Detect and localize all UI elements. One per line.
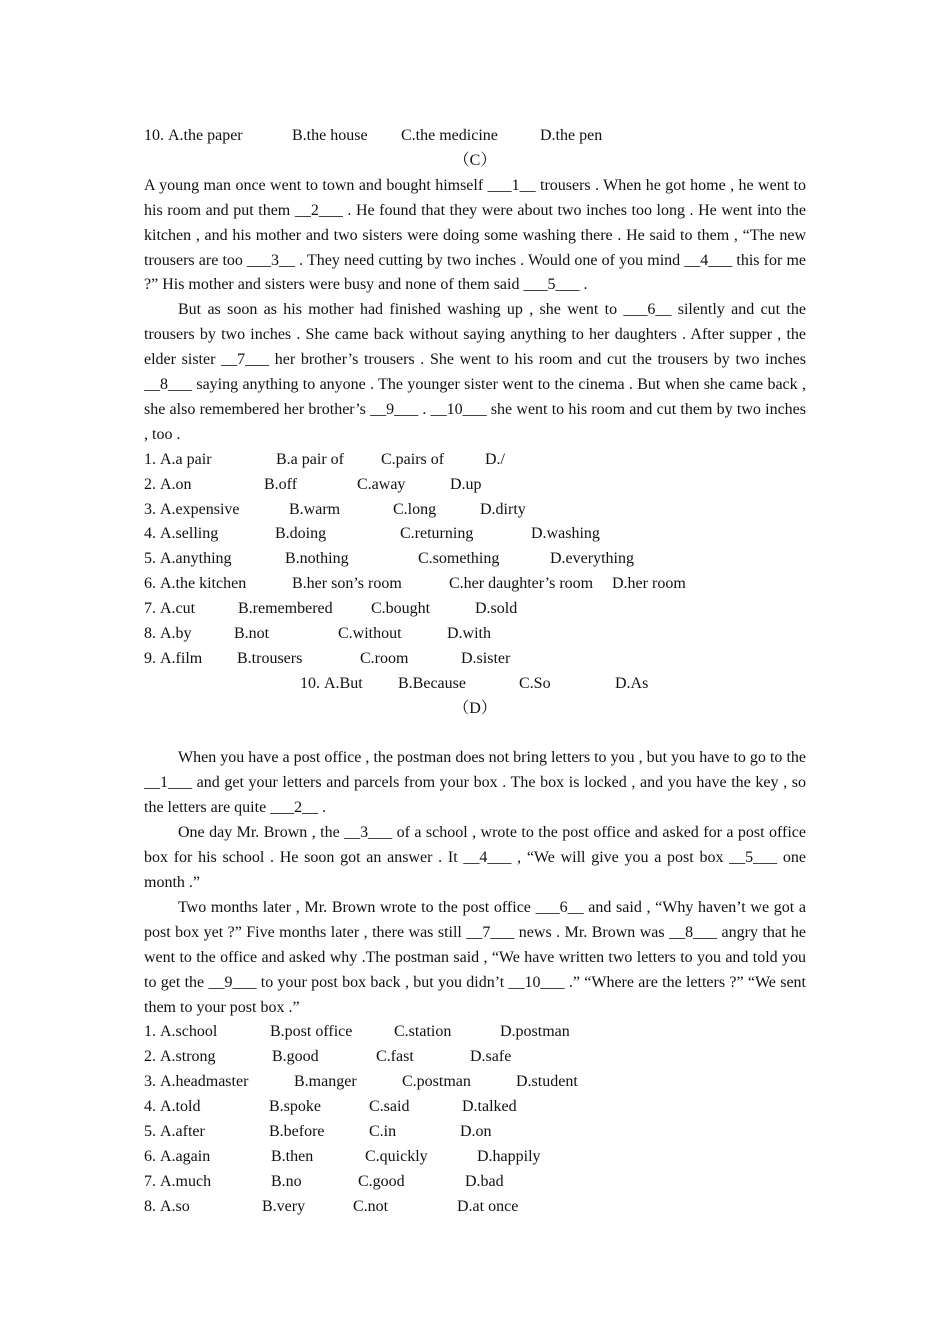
- question-row: [144, 547, 806, 572]
- option-c: C.fast: [376, 1048, 414, 1066]
- option-d: D.safe: [470, 1048, 512, 1066]
- question-number: 4.: [144, 525, 156, 543]
- question-number: 8.: [144, 1197, 156, 1215]
- question-number: 10.: [300, 674, 320, 692]
- question-row: [144, 1070, 806, 1095]
- question-number: 6.: [144, 575, 156, 593]
- option-d: D.everything: [550, 550, 634, 568]
- option-a: A.told: [160, 1098, 201, 1116]
- option-d: D.up: [450, 475, 482, 493]
- option-c: C.pairs of: [381, 450, 445, 468]
- question-row: [144, 1120, 806, 1145]
- option-a: A.by: [160, 624, 192, 642]
- question-number: 1.: [144, 450, 156, 468]
- question-number: 5.: [144, 550, 156, 568]
- option-a: A.But: [324, 674, 363, 692]
- section-d-paragraph-1: When you have a post office , the postman does not bring letters to you , but you have to go to the __1___ and get your letters and parcels from your box . The box is locked , and you have the key , so the letters are quite ___2__ .: [144, 749, 806, 817]
- section-d-paragraph-2: One day Mr. Brown , the __3___ of a school , wrote to the post office and asked for a post office box for his school . He soon got an answer . It __4___ , “We will give you a post box __5___ one month .”: [144, 824, 806, 891]
- option-a: A.after: [160, 1122, 205, 1140]
- option-c: C.returning: [400, 525, 474, 543]
- option-b: B.nothing: [285, 550, 349, 568]
- question-row: [144, 498, 806, 523]
- section-c-questions: [144, 448, 806, 697]
- option-b: B.then: [271, 1147, 314, 1165]
- spacer: [144, 722, 806, 747]
- question-row: [144, 647, 806, 672]
- option-a: A.cut: [160, 600, 196, 618]
- prev-question-10: [144, 124, 806, 149]
- option-a: A.school: [160, 1023, 218, 1041]
- option-c: C.postman: [402, 1073, 471, 1091]
- option-b: B.off: [264, 475, 298, 493]
- option-b: B.warm: [289, 500, 341, 518]
- option-b: B.trousers: [237, 649, 303, 667]
- question-number: 2.: [144, 475, 156, 493]
- option-d: D.sister: [461, 649, 511, 667]
- question-number: 4.: [144, 1098, 156, 1116]
- option-c: C.the medicine: [401, 127, 498, 144]
- question-row: [144, 448, 806, 473]
- option-c: C.in: [369, 1122, 397, 1140]
- question-number: 10.: [144, 127, 164, 144]
- option-d: D.happily: [477, 1147, 541, 1165]
- question-row: [144, 1020, 806, 1045]
- option-d: D.postman: [500, 1023, 570, 1041]
- option-d: D.at once: [457, 1197, 519, 1215]
- option-a: A.headmaster: [160, 1073, 249, 1091]
- question-number: 9.: [144, 649, 156, 667]
- option-b: B.not: [234, 624, 270, 642]
- option-b: B.doing: [275, 525, 327, 543]
- option-d: D.her room: [612, 575, 686, 593]
- option-b: B.remembered: [238, 600, 333, 618]
- option-d: D.washing: [531, 525, 600, 543]
- option-a: A.anything: [160, 550, 232, 568]
- section-d-paragraph-3: Two months later , Mr. Brown wrote to the post office ___6__ and said , “Why haven’t we got a post box yet ?” Five months later , there was still __7___ news . Mr. Brown was __8___ angry that he went to the office and asked why .The postman said , “We have written two letters to you and told you to get the __9___ to your post box back , but you didn’t __10___ .” “Where are the letters ?” “We sent them to your post box .”: [144, 898, 806, 1016]
- option-d: D./: [485, 450, 505, 468]
- option-b: B.a pair of: [276, 450, 344, 468]
- option-a: A.the kitchen: [160, 575, 247, 593]
- option-a: A.much: [160, 1172, 212, 1190]
- option-b: B.very: [262, 1197, 306, 1215]
- question-number: 7.: [144, 1172, 156, 1190]
- question-row: [144, 522, 806, 547]
- option-c: C.without: [338, 624, 402, 642]
- section-d-questions: [144, 1020, 806, 1219]
- option-a: A.expensive: [160, 500, 240, 518]
- option-c: C.good: [358, 1172, 405, 1190]
- question-number: 3.: [144, 500, 156, 518]
- question-number: 3.: [144, 1073, 156, 1091]
- question-number: 7.: [144, 600, 156, 618]
- option-b: B.spoke: [269, 1098, 321, 1116]
- option-a: A.film: [160, 649, 203, 667]
- option-c: C.away: [357, 475, 406, 493]
- option-c: C.station: [394, 1023, 452, 1041]
- option-b: B.no: [271, 1172, 302, 1190]
- question-row: [144, 473, 806, 498]
- option-d: D.on: [460, 1122, 492, 1140]
- option-c: C.her daughter’s room: [449, 575, 594, 593]
- option-c: C.room: [360, 649, 409, 667]
- question-row: [144, 572, 806, 597]
- option-c: C.So: [519, 674, 551, 692]
- option-d: D.sold: [475, 600, 518, 618]
- option-d: D.As: [615, 674, 649, 692]
- option-b: B.good: [272, 1048, 319, 1066]
- document-page: [144, 124, 806, 1220]
- question-number: 5.: [144, 1122, 156, 1140]
- section-d-heading: （D）: [453, 699, 497, 717]
- option-a: A.on: [160, 475, 192, 493]
- option-d: D.bad: [465, 1172, 504, 1190]
- option-c: C.bought: [371, 600, 431, 618]
- option-c: C.not: [353, 1197, 389, 1215]
- option-a: A.again: [160, 1147, 211, 1165]
- option-b: B.post office: [270, 1023, 353, 1041]
- option-c: C.something: [418, 550, 500, 568]
- section-c-paragraph-1: A young man once went to town and bought himself ___1__ trousers . When he got home , he went to his room and put them __2___ . He found that they were about two inches too long . He went into the kitchen , and his mother and two sisters were doing some washing there . He said to them , “The new trousers are too ___3__ . They need cutting by two inches . Would one of you mind __4___ this for me ?” His mother and sisters were busy and none of them said ___5___ .: [144, 176, 806, 294]
- option-d: D.with: [447, 624, 491, 642]
- question-row: [144, 1045, 806, 1070]
- section-c-paragraph-2: But as soon as his mother had finished washing up , she went to ___6__ silently and cut the trousers by two inches . She came back without saying anything to her daughters . After supper , the elder sister __7___ her brother’s trousers . She went to his room and cut the trousers by two inches __8___ saying anything to anyone . The younger sister went to the cinema . But when she came back , she also remembered her brother’s __9___ . __10___ she went to his room and cut them by two inches , too .: [144, 301, 806, 443]
- option-d: D.dirty: [480, 500, 526, 518]
- option-d: D.talked: [462, 1098, 517, 1116]
- option-c: C.quickly: [365, 1147, 428, 1165]
- question-row: [144, 1145, 806, 1170]
- option-b: B.her son’s room: [292, 575, 402, 593]
- option-c: C.long: [393, 500, 437, 518]
- option-a: A.strong: [160, 1048, 216, 1066]
- option-a: A.the paper: [168, 127, 243, 144]
- question-number: 8.: [144, 624, 156, 642]
- question-row: [144, 1195, 806, 1220]
- option-a: A.a pair: [160, 450, 212, 468]
- question-number: 6.: [144, 1147, 156, 1165]
- option-c: C.said: [369, 1098, 410, 1116]
- question-row: [144, 1095, 806, 1120]
- option-b: B.Because: [398, 674, 466, 692]
- option-d: D.the pen: [540, 127, 603, 144]
- option-b: B.the house: [292, 127, 368, 144]
- option-a: A.selling: [160, 525, 219, 543]
- section-c-heading: （C）: [453, 151, 497, 169]
- question-number: 2.: [144, 1048, 156, 1066]
- option-a: A.so: [160, 1197, 190, 1215]
- question-number: 1.: [144, 1023, 156, 1041]
- question-row: [144, 672, 806, 697]
- option-b: B.manger: [294, 1073, 357, 1091]
- question-row: [144, 597, 806, 622]
- question-row: [144, 1170, 806, 1195]
- option-d: D.student: [516, 1073, 578, 1091]
- question-row: [144, 622, 806, 647]
- option-b: B.before: [269, 1122, 325, 1140]
